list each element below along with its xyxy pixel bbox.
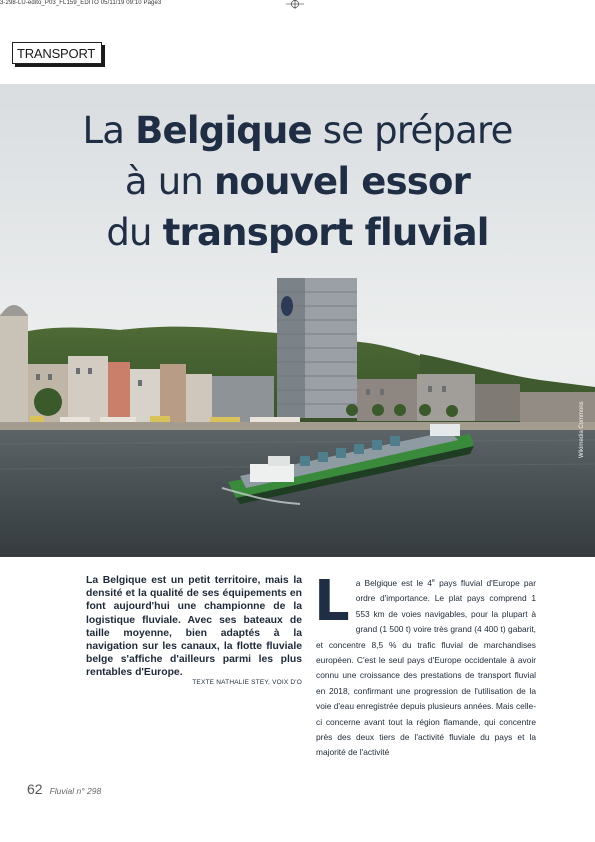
drop-cap: L — [314, 569, 350, 634]
headline-text: à un — [124, 160, 214, 203]
headline-line-1 — [0, 105, 595, 156]
headline-line-2 — [0, 156, 595, 207]
headline-text: se prépare — [311, 109, 513, 152]
section-label: TRANSPORT — [12, 42, 102, 64]
intro-paragraph: La Belgique est un petit territoire, mais la densité et la qualité de ses équipements en font aujourd'hui une championne de la logistique fluviale. Avec ses bateaux de taille moyenne, bien adaptés à la navigation sur les canaux, la flotte fluviale belge s'affiche d'ailleurs parmi les plus rentables d'Europe. — [86, 575, 302, 679]
byline: TEXTE NATHALIE STEY, VOIX D'O — [192, 679, 302, 686]
headline-text: La — [82, 109, 136, 152]
headline-text-bold: nouvel essor — [214, 160, 471, 203]
headline-text-bold: Belgique — [135, 109, 312, 152]
headline-text: du — [106, 211, 163, 254]
headline-line-3 — [0, 207, 595, 258]
ordinal-superscript: e — [431, 578, 435, 585]
headline-text-bold: transport fluvial — [162, 211, 489, 254]
print-slug: 3-298-LU-edito_P03_FL159_EDITO 05/11/19 09:10 Page3 — [0, 0, 162, 6]
photo-credit: Wikimedia Commons — [579, 401, 585, 458]
page-number: 62 — [27, 781, 43, 797]
headline — [0, 105, 595, 258]
article-text: a Belgique est le 4 — [355, 578, 432, 588]
article-body — [314, 569, 536, 761]
page-footer — [27, 781, 101, 797]
article-text-continued: pays fluvial d'Europe par ordre d'importance. Le plat pays comprend 1 553 km de voies navigables, pour la plupart à grand (1 500 t) voire très grand (4 400 t) gabarit, et concentre 8,5 % du trafic fluvial de marchandises européen. C'est le seul pays d'Europe occidentale à avoir connu une croissance des prestations de transport fluvial en 2018, confirmant une progression de l'utilisation de la voie d'eau enregistrée depuis plusieurs années. Mais celle-ci concerne avant tout la région flamande, qui concentre près des deux tiers de l'activité fluviale du pays et la majorité de l'activité — [316, 578, 536, 758]
registration-mark-icon — [286, 0, 304, 9]
magazine-issue: Fluvial n° 298 — [49, 786, 102, 796]
